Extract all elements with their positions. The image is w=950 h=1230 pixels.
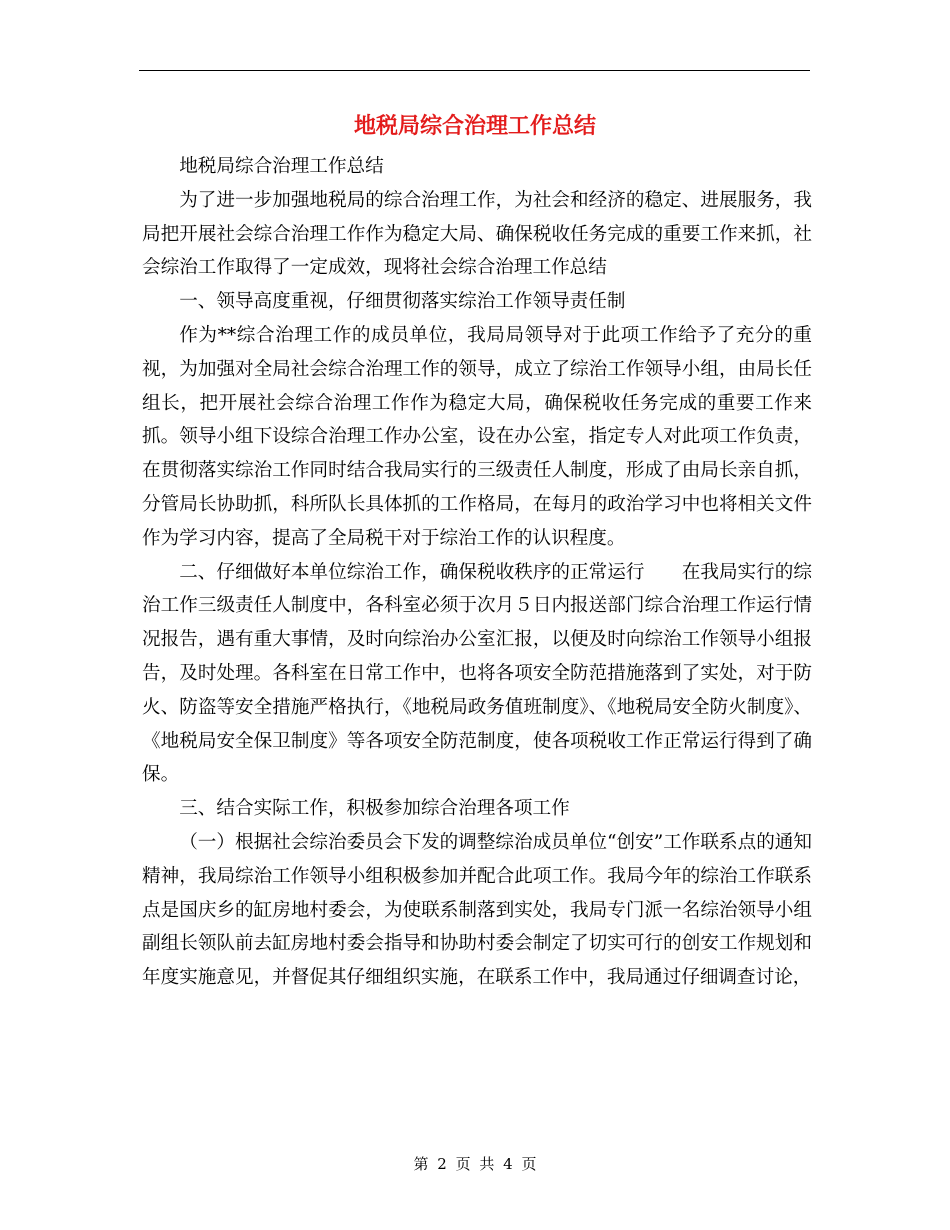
document-title: 地税局综合治理工作总结 — [353, 113, 596, 139]
paragraph: 为了进一步加强地税局的综合治理工作，为社会和经济的稳定、进展服务，我局把开展社会综合治理工作作为稳定大局、确保税收任务完成的重要工作来抓，社会综治工作取得了一定成效，现将社会综合治理工作总结 — [142, 189, 812, 279]
page-number: 第 2 页 共 4 页 — [413, 1155, 537, 1173]
paragraph: （一）根据社会综治委员会下发的调整综治成员单位“创安”工作联系点的通知精神，我局综治工作领导小组积极参加并配合此项工作。我局今年的综治工作联系点是国庆乡的缸房地村委会，为使联系制落到实处，我局专门派一名综治领导小组副组长领队前去缸房地村委会指导和协助村委会制定了切实可行的创安工作规划和年度实施意见，并督促其仔细组织实施，在联系工作中，我局通过仔细调查讨论， — [142, 831, 812, 989]
paragraph: 地税局综合治理工作总结 — [179, 156, 384, 177]
section-heading: 三、结合实际工作，积极参加综合治理各项工作 — [179, 798, 570, 820]
header-rule — [139, 70, 810, 71]
document-body — [142, 150, 812, 995]
paragraph: 作为**综合治理工作的成员单位，我局局领导对于此项工作给予了充分的重视，为加强对全局社会综合治理工作的领导，成立了综治工作领导小组，由局长任组长，把开展社会综合治理工作作为稳定大局，确保税收任务完成的重要工作来抓。领导小组下设综合治理工作办公室，设在办公室，指定专人对此项工作负责，在贯彻落实综治工作同时结合我局实行的三级责任人制度，形成了由局长亲自抓，分管局长协助抓，科所队长具体抓的工作格局，在每月的政治学习中也将相关文件作为学习内容，提高了全局税干对于综治工作的认识程度。 — [142, 324, 812, 549]
section-heading: 一、领导高度重视，仔细贯彻落实综治工作领导责任制 — [179, 291, 626, 313]
section-heading-paragraph: 二、仔细做好本单位综治工作，确保税收秩序的正常运行 在我局实行的综治工作三级责任人制度中，各科室必须于次月５日内报送部门综合治理工作运行情况报告，遇有重大事情，及时向综治办公室汇报，以便及时向综治工作领导小组报告，及时处理。各科室在日常工作中，也将各项安全防范措施落到了实处，对于防火、防盗等安全措施严格执行，《地税局政务值班制度》、《地税局安全防火制度》、《地税局安全保卫制度》等各项安全防范制度，使各项税收工作正常运行得到了确保。 — [142, 561, 812, 786]
